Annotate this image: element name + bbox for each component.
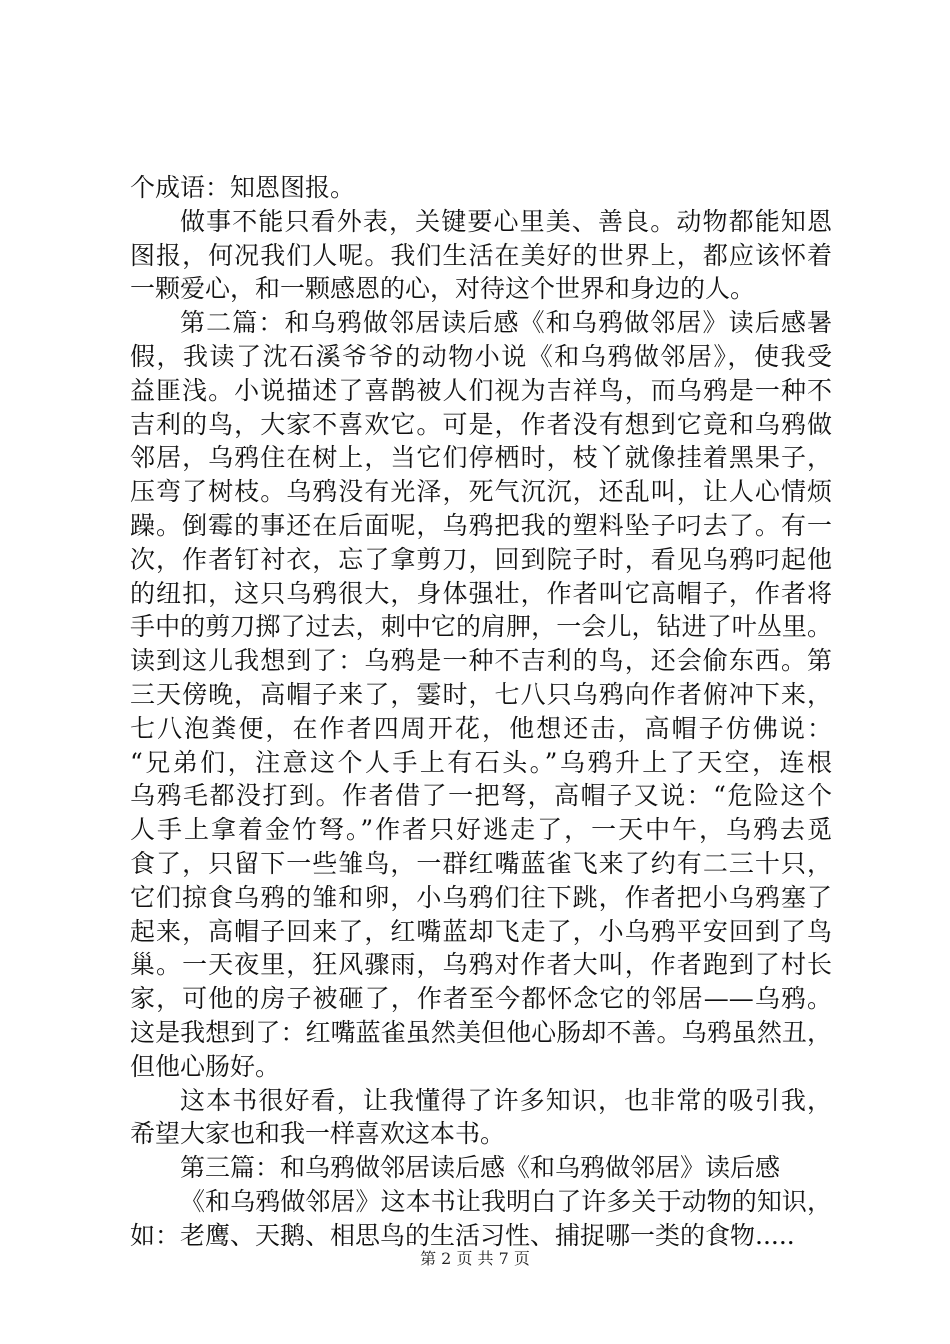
text-line: 次，作者钉衬衣，忘了拿剪刀，回到院子时，看见乌鸦叼起他 (130, 544, 832, 574)
text-line: 读到这儿我想到了：乌鸦是一种不吉利的鸟，还会偷东西。第 (130, 646, 832, 676)
text-line: 巢。一天夜里，狂风骤雨，乌鸦对作者大叫，作者跑到了村长 (130, 950, 832, 980)
text-line: 希望大家也和我一样喜欢这本书。 (130, 1119, 506, 1149)
text-line: 但他心肠好。 (130, 1051, 281, 1081)
text-line: 个成语：知恩图报。 (130, 173, 356, 202)
text-line: 人手上拿着金竹弩。”作者只好逃走了，一天中午，乌鸦去觅 (130, 815, 832, 845)
text-line: 邻居，乌鸦住在树上，当它们停栖时，枝丫就像挂着黑果子， (130, 443, 832, 473)
text-line: 假，我读了沈石溪爷爷的动物小说《和乌鸦做邻居》，使我受 (130, 341, 832, 371)
text-line: 乌鸦毛都没打到。作者借了一把弩，高帽子又说：“危险这个 (130, 781, 832, 811)
text-line: 《和乌鸦做邻居》这本书让我明白了许多关于动物的知识， (180, 1186, 832, 1216)
text-line: 如：老鹰、天鹅、相思鸟的生活习性、捕捉哪一类的食物..... (130, 1220, 795, 1250)
text-line: 家，可他的房子被砸了，作者至今都怀念它的邻居——乌鸦。 (130, 984, 832, 1014)
text-line: 七八泡粪便，在作者四周开花，他想还击，高帽子仿佛说： (130, 713, 832, 743)
text-line: 压弯了树枝。乌鸦没有光泽，死气沉沉，还乱叫，让人心情烦 (130, 477, 832, 507)
text-line: 这是我想到了：红嘴蓝雀虽然美但他心肠却不善。乌鸦虽然丑， (130, 1017, 832, 1047)
page-number-footer: 第 2 页 共 7 页 (420, 1249, 530, 1268)
text-line: 做事不能只看外表，关键要心里美、善良。动物都能知恩 (180, 206, 832, 236)
text-line: 图报，何况我们人呢。我们生活在美好的世界上，都应该怀着 (130, 240, 832, 270)
text-line: “兄弟们，注意这个人手上有石头。”乌鸦升上了天空，连根 (130, 747, 832, 777)
document-body (130, 171, 832, 1253)
text-line: 躁。倒霉的事还在后面呢，乌鸦把我的塑料坠子叼去了。有一 (130, 510, 832, 540)
text-line: 它们掠食乌鸦的雏和卵，小乌鸦们往下跳，作者把小乌鸦塞了 (130, 882, 832, 912)
text-line: 这本书很好看，让我懂得了许多知识，也非常的吸引我， (180, 1085, 832, 1115)
text-line: 起来，高帽子回来了，红嘴蓝却飞走了，小乌鸦平安回到了鸟 (130, 916, 832, 946)
text-line: 手中的剪刀掷了过去，刺中它的肩胛，一会儿，钻进了叶丛里。 (130, 612, 832, 642)
text-line: 一颗爱心，和一颗感恩的心，对待这个世界和身边的人。 (130, 274, 756, 304)
text-line: 第二篇：和乌鸦做邻居读后感《和乌鸦做邻居》读后感暑 (180, 308, 832, 338)
text-line: 三天傍晚，高帽子来了，霎时，七八只乌鸦向作者俯冲下来， (130, 679, 832, 709)
section-heading: 第三篇：和乌鸦做邻居读后感《和乌鸦做邻居》读后感 (180, 1153, 781, 1183)
text-line: 益匪浅。小说描述了喜鹊被人们视为吉祥鸟，而乌鸦是一种不 (130, 375, 832, 405)
text-line: 的纽扣，这只乌鸦很大，身体强壮，作者叫它高帽子，作者将 (130, 578, 832, 608)
text-line: 食了，只留下一些雏鸟，一群红嘴蓝雀飞来了约有二三十只， (130, 848, 832, 878)
text-line: 吉利的鸟，大家不喜欢它。可是，作者没有想到它竟和乌鸦做 (130, 409, 832, 439)
